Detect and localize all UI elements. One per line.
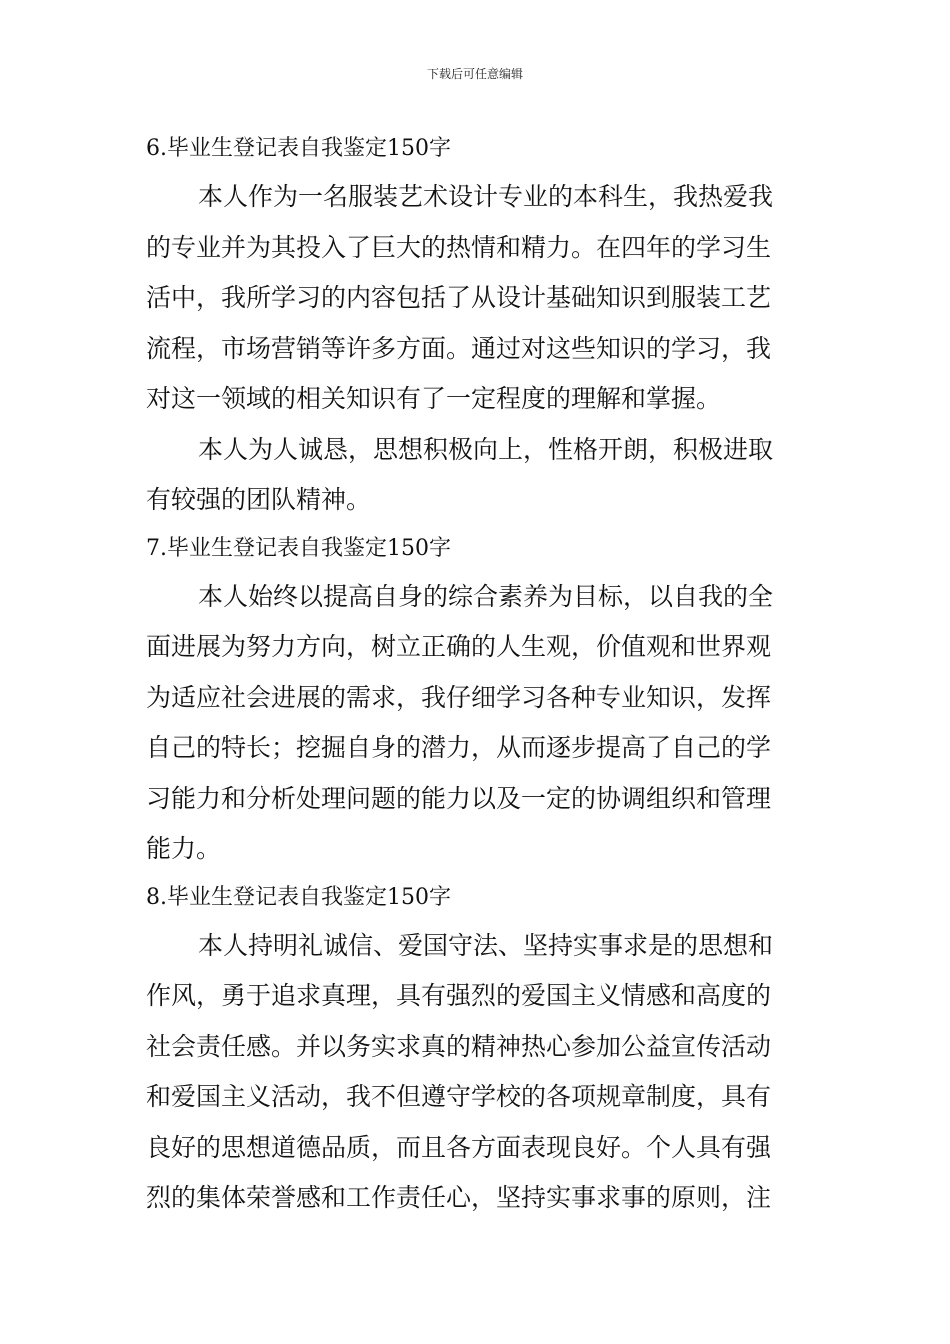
text-line: 和爱国主义活动，我不但遵守学校的各项规章制度，具有 <box>146 1082 772 1111</box>
text-line: 习能力和分析处理问题的能力以及一定的协调组织和管理 <box>146 783 772 813</box>
section-heading: 6.毕业生登记表自我鉴定150字 <box>146 136 451 161</box>
text-line: 面进展为努力方向，树立正确的人生观，价值观和世界观 <box>146 632 772 661</box>
text-line: 的专业并为其投入了巨大的热情和精力。在四年的学习生 <box>146 232 772 262</box>
text-line: 有较强的团队精神。 <box>146 485 372 514</box>
text-line: 本人为人诚恳，思想积极向上，性格开朗，积极进取 <box>198 434 774 464</box>
text-line: 能力。 <box>146 834 222 863</box>
text-line: 本人始终以提高自身的综合素养为目标，以自我的全 <box>198 581 774 611</box>
header-note: 下载后可任意编辑 <box>426 67 523 81</box>
text-line: 社会责任感。并以务实求真的精神热心参加公益宣传活动 <box>146 1031 772 1061</box>
section-heading: 8.毕业生登记表自我鉴定150字 <box>146 884 451 910</box>
document-body <box>146 126 808 1224</box>
paragraph <box>146 921 808 1224</box>
paragraph <box>146 572 808 875</box>
section-7 <box>146 526 808 875</box>
text-line: 本人作为一名服装艺术设计专业的本科生，我热爱我 <box>198 182 774 211</box>
section-6 <box>146 126 808 526</box>
text-line: 烈的集体荣誉感和工作责任心，坚持实事求事的原则，注 <box>146 1183 772 1212</box>
text-line: 为适应社会进展的需求，我仔细学习各种专业知识，发挥 <box>146 682 772 712</box>
text-line: 流程，市场营销等许多方面。通过对这些知识的学习，我 <box>146 333 772 363</box>
section-heading: 7.毕业生登记表自我鉴定150字 <box>146 535 451 561</box>
text-line: 本人持明礼诚信、爱国守法、坚持实事求是的思想和 <box>198 930 774 960</box>
paragraph <box>146 172 808 425</box>
section-8 <box>146 875 808 1224</box>
text-line: 作风，勇于追求真理，具有强烈的爱国主义情感和高度的 <box>146 981 772 1010</box>
text-line: 活中，我所学习的内容包括了从设计基础知识到服装工艺 <box>146 283 772 312</box>
paragraph <box>146 425 808 526</box>
text-line: 对这一领域的相关知识有了一定程度的理解和掌握。 <box>146 384 722 413</box>
text-line: 良好的思想道德品质，而且各方面表现良好。个人具有强 <box>146 1132 772 1162</box>
text-line: 自己的特长；挖掘自身的潜力，从而逐步提高了自己的学 <box>146 733 772 762</box>
